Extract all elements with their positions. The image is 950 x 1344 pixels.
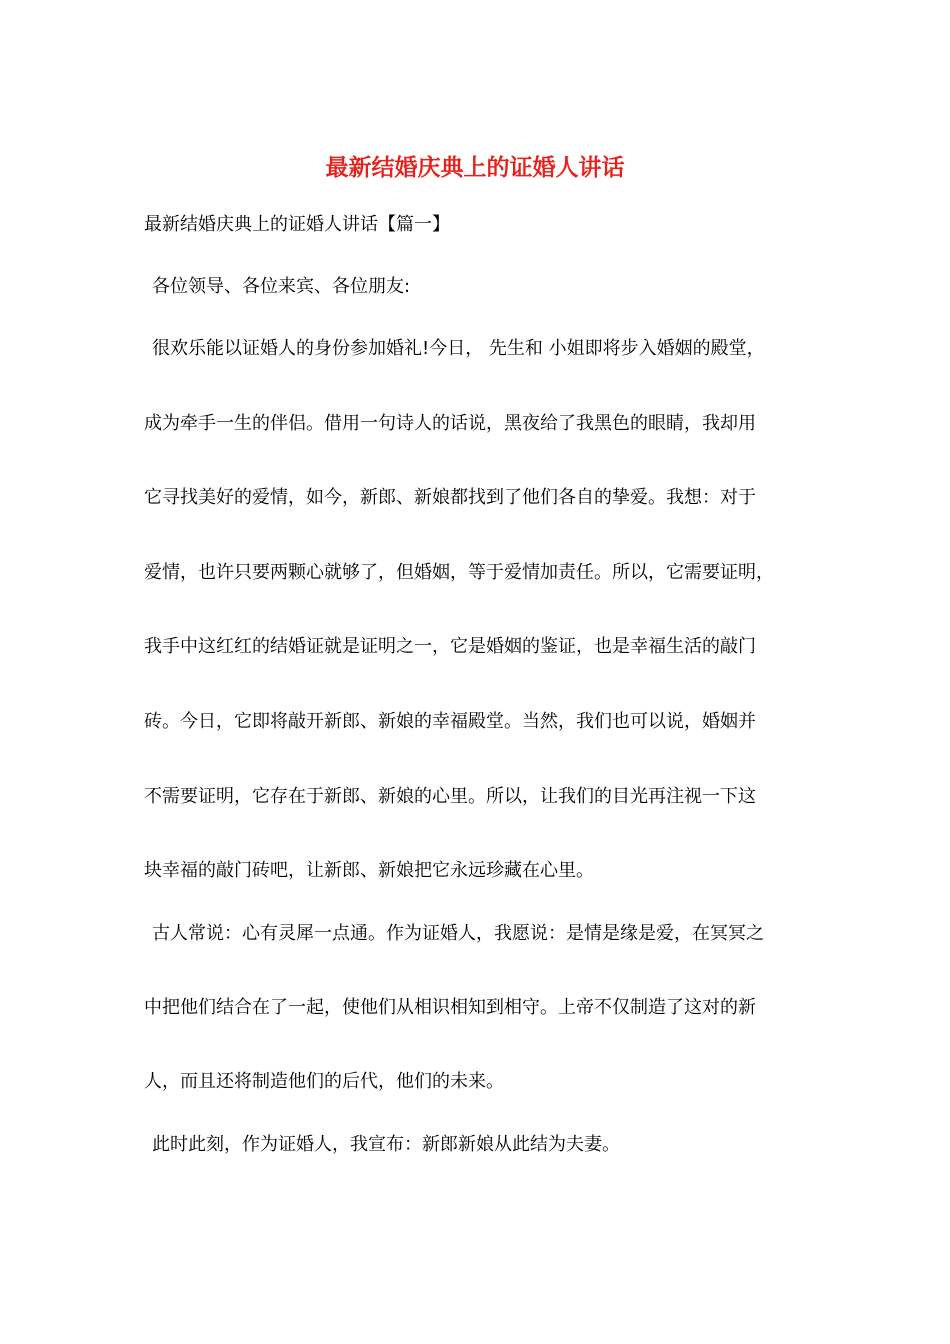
paragraph-line: 各位领导、各位来宾、各位朋友: <box>152 276 411 297</box>
paragraph-line: 它寻找美好的爱情，如今，新郎、新娘都找到了他们各自的挚爱。我想：对于 <box>144 487 756 508</box>
paragraph-line: 我手中这红红的结婚证就是证明之一，它是婚姻的鉴证，也是幸福生活的敲门 <box>144 636 756 657</box>
paragraph-line: 此时此刻，作为证婚人，我宣布：新郎新娘从此结为夫妻。 <box>152 1134 620 1155</box>
paragraph-line: 人，而且还将制造他们的后代，他们的未来。 <box>144 1071 504 1092</box>
paragraph-line: 爱情，也许只要两颗心就够了，但婚姻，等于爱情加责任。所以，它需要证明， <box>144 562 774 583</box>
paragraph-line: 砖。今日，它即将敲开新郎、新娘的幸福殿堂。当然，我们也可以说，婚姻并 <box>144 711 756 732</box>
paragraph-line: 块幸福的敲门砖吧，让新郎、新娘把它永远珍藏在心里。 <box>144 860 594 881</box>
document-title: 最新结婚庆典上的证婚人讲话 <box>325 154 625 181</box>
section-heading: 最新结婚庆典上的证婚人讲话【篇一】 <box>144 214 450 235</box>
paragraph-line: 中把他们结合在了一起，使他们从相识相知到相守。上帝不仅制造了这对的新 <box>144 997 756 1018</box>
paragraph-line: 成为牵手一生的伴侣。借用一句诗人的话说，黑夜给了我黑色的眼睛，我却用 <box>144 413 756 434</box>
paragraph-line: 很欢乐能以证婚人的身份参加婚礼!今日， 先生和 小姐即将步入婚姻的殿堂， <box>152 338 765 359</box>
paragraph-line: 古人常说：心有灵犀一点通。作为证婚人，我愿说：是情是缘是爱，在冥冥之 <box>152 923 764 944</box>
paragraph-line: 不需要证明，它存在于新郎、新娘的心里。所以，让我们的目光再注视一下这 <box>144 786 756 807</box>
